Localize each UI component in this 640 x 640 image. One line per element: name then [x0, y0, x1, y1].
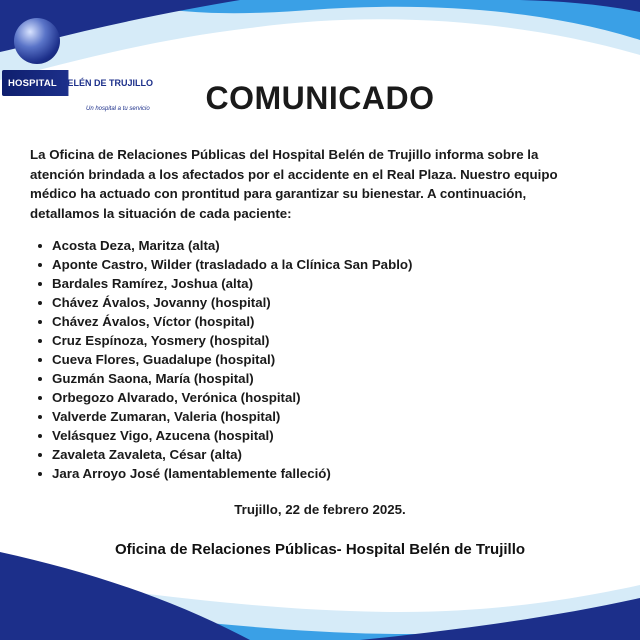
list-item: [36, 407, 596, 426]
page-title: COMUNICADO: [205, 80, 435, 116]
bullet-icon: [38, 282, 42, 286]
list-item: [36, 464, 596, 483]
bullet-icon: [38, 301, 42, 305]
bottom-wave-navy: [0, 552, 250, 640]
bullet-icon: [38, 472, 42, 476]
bullet-icon: [38, 377, 42, 381]
list-item: [36, 255, 596, 274]
bullet-icon: [38, 453, 42, 457]
list-item: [36, 350, 596, 369]
bullet-icon: [38, 339, 42, 343]
bullet-icon: [38, 320, 42, 324]
patient-name: Aponte Castro, Wilder (trasladado a la Clínica San Pablo): [52, 257, 413, 272]
patient-name: Guzmán Saona, María (hospital): [52, 371, 254, 386]
date-line: Trujillo, 22 de febrero 2025.: [234, 502, 406, 517]
logo-name-part1: HOSPITAL: [8, 77, 57, 89]
patient-name: Valverde Zumaran, Valeria (hospital): [52, 409, 281, 424]
patient-name: Orbegozo Alvarado, Verónica (hospital): [52, 390, 301, 405]
logo-tagline: Un hospital a tu servicio: [86, 106, 150, 112]
list-item: [36, 274, 596, 293]
list-item: [36, 312, 596, 331]
list-item: [36, 293, 596, 312]
list-item: [36, 331, 596, 350]
patient-name: Velásquez Vigo, Azucena (hospital): [52, 428, 274, 443]
logo-globe-icon: [14, 18, 60, 64]
bullet-icon: [38, 358, 42, 362]
office-signature: Oficina de Relaciones Públicas- Hospital Belén de Trujillo: [114, 541, 526, 558]
intro-paragraph: La Oficina de Relaciones Públicas del Hospital Belén de Trujillo informa sobre la atención brindada a los afectados por el accidente en el Real Plaza. Nuestro equipo médico ha actuado con prontitud para garantizar su bienestar. A continuación, detallamos la situación de cada paciente:: [30, 147, 558, 221]
patient-name: Cueva Flores, Guadalupe (hospital): [52, 352, 276, 367]
patient-name: Cruz Espínoza, Yosmery (hospital): [52, 333, 270, 348]
patient-name: Chávez Ávalos, Jovanny (hospital): [52, 295, 271, 310]
patient-name: Zavaleta Zavaleta, César (alta): [52, 447, 242, 462]
bullet-icon: [38, 263, 42, 267]
bullet-icon: [38, 244, 42, 248]
patient-list: [36, 236, 596, 483]
logo-name-part2: BELÉN DE TRUJILLO: [60, 78, 153, 88]
list-item: [36, 426, 596, 445]
patient-name: Acosta Deza, Maritza (alta): [52, 238, 220, 253]
bullet-icon: [38, 434, 42, 438]
list-item: [36, 236, 596, 255]
bullet-icon: [38, 396, 42, 400]
patient-name: Chávez Ávalos, Víctor (hospital): [52, 314, 255, 329]
list-item: [36, 445, 596, 464]
patient-name: Bardales Ramírez, Joshua (alta): [52, 276, 254, 291]
list-item: [36, 369, 596, 388]
list-item: [36, 388, 596, 407]
patient-name: Jara Arroyo José (lamentablemente falleció): [52, 466, 331, 481]
bullet-icon: [38, 415, 42, 419]
